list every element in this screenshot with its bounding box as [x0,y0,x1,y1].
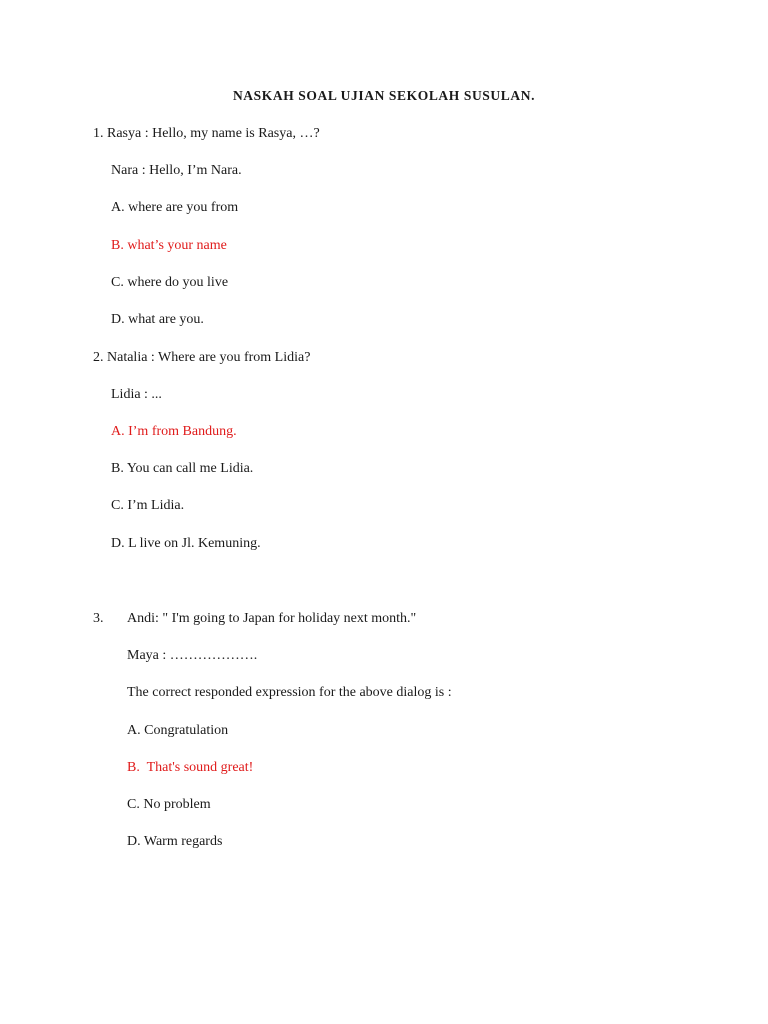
question-2-option-d: D. L live on Jl. Kemuning. [111,536,261,551]
question-2-reply: Lidia : ... [111,387,162,402]
page-title: NASKAH SOAL UJIAN SEKOLAH SUSULAN. [232,88,536,103]
question-3-prompt: Andi: " I'm going to Japan for holiday next month." [127,611,417,626]
question-1-option-b: B. what’s your name [111,238,227,253]
question-3-option-b: B. That's sound great! [127,760,254,775]
question-3-number: 3. [93,611,104,626]
question-1-option-d: D. what are you. [111,312,204,327]
question-1-option-c: C. where do you live [111,275,229,290]
question-2-option-b: B. You can call me Lidia. [111,461,254,476]
question-2-option-a: A. I’m from Bandung. [111,424,237,439]
question-3-option-d: D. Warm regards [127,834,223,849]
question-1-reply: Nara : Hello, I’m Nara. [111,163,242,178]
question-2-prompt: 2. Natalia : Where are you from Lidia? [93,350,311,365]
question-1-option-a: A. where are you from [111,200,239,215]
question-3-instruction: The correct responded expression for the above dialog is : [127,685,452,700]
question-2-option-c: C. I’m Lidia. [111,498,185,513]
question-3-option-c: C. No problem [127,797,211,812]
question-3-option-a: A. Congratulation [127,723,229,738]
question-3-reply: Maya : ………………. [127,648,258,663]
question-1-prompt: 1. Rasya : Hello, my name is Rasya, …? [93,126,320,141]
